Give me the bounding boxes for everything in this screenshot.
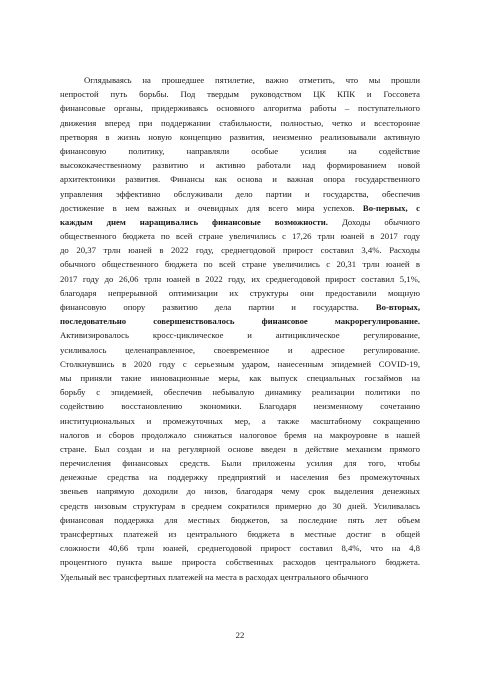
line-text: архитектоники развития. Финансы как основа и важная опора государственного — [60, 174, 420, 185]
line-text: финансовые органы, придерживаясь основного алгоритма работы – поступательного — [60, 103, 420, 114]
text-line — [60, 73, 420, 87]
line-text: общественного бюджета по всей стране увеличились с 17,26 трлн юаней в 2017 году — [60, 231, 420, 242]
text-line — [60, 414, 420, 428]
text-line — [60, 513, 420, 527]
text-line — [60, 257, 420, 271]
line-text: Доходы обычного — [327, 216, 420, 227]
text-line — [60, 371, 420, 385]
line-text: борьбу с эпидемией, обеспечив небывалую динамику реализации политики по — [60, 387, 420, 398]
text-line — [60, 272, 420, 286]
text-line — [60, 555, 420, 569]
line-text: перечисления финансовых средств. Были приложены усилия для того, чтобы — [60, 458, 420, 469]
line-text: мы приняли такие инновационные меры, как выпуск специальных госзаймов на — [60, 372, 420, 383]
line-text: движения вперед при поддержании стабильности, полностью, четко и всесторонне — [60, 117, 420, 128]
text-line — [60, 470, 420, 484]
line-text: финансовая поддержка для местных бюджетов, за последние пять лет объем — [60, 514, 420, 525]
body-paragraph — [60, 73, 420, 584]
line-text: высококачественному развитию и активно работали над формированием новой — [60, 160, 420, 171]
text-line — [60, 484, 420, 498]
page-number: 22 — [235, 630, 245, 640]
text-line — [60, 314, 420, 328]
line-bold-text: каждым днем наращивались финансовые возможности. — [60, 216, 328, 227]
text-line — [60, 541, 420, 555]
text-line — [60, 87, 420, 101]
line-text: финансовую политику, направляли особые усилия на содействие — [60, 145, 420, 156]
line-text: претворяя в жизнь новую концепцию развития, неизменно реализовывали активную — [60, 131, 420, 142]
line-text: до 20,37 трлн юаней в 2022 году, среднегодовой прирост составил 3,4%. Расходы — [60, 245, 420, 256]
text-line — [60, 300, 420, 314]
line-text: средств низовым структурам в среднем сократился примерно до 30 дней. Усиливалась — [60, 500, 420, 511]
text-line — [60, 116, 420, 130]
text-line — [60, 215, 420, 229]
text-line — [60, 130, 420, 144]
line-text: благодаря непрерывной оптимизации их структуры они предоставили мощную — [60, 287, 420, 298]
line-text: непростой путь борьбы. Под твердым руководством ЦК КПК и Госсовета — [60, 89, 420, 100]
text-line — [60, 357, 420, 371]
line-text: Оглядываясь на прошедшее пятилетие, важно отметить, что мы прошли — [84, 75, 420, 85]
line-text: стране. Был создан и на регулярной основе введен в действие механизм прямого — [60, 443, 420, 454]
line-text: содействию восстановлению экономики. Благодаря неизменному сочетанию — [60, 401, 420, 412]
line-bold-text: последовательно совершенствовалось финансовое макрорегулирование. — [60, 316, 420, 327]
text-line — [60, 144, 420, 158]
text-line — [60, 428, 420, 442]
line-text: сложности 40,66 трлн юаней, среднегодовой прирост составил 8,4%, что на 4,8 — [60, 543, 420, 554]
text-line — [60, 328, 420, 342]
line-text: Активизировалось кросс-циклическое и антициклическое регулирование, — [60, 330, 420, 341]
line-text: управления эффективно обслуживали дело партии и государства, обеспечив — [60, 188, 420, 199]
text-line — [60, 158, 420, 172]
line-text: 2017 году до 26,06 трлн юаней в 2022 году, их среднегодовой прирост составил 5,1%, — [60, 273, 420, 284]
line-text: Столкнувшись в 2020 году с серьезным ударом, нанесенным эпидемией COVID-19, — [60, 358, 420, 369]
line-text: трансфертных платежей из центрального бюджета в местные достиг в общей — [60, 529, 420, 539]
text-line — [60, 187, 420, 201]
line-text: звеньев напрямую доходили до низов, благодаря чему срок выделения денежных — [60, 486, 420, 497]
text-line — [60, 442, 420, 456]
line-text: достижение в нем важных и очевидных для всего мира успехов. — [60, 202, 363, 213]
text-line — [60, 456, 420, 470]
line-bold-text: Во-вторых, — [375, 302, 420, 312]
line-text: налогов и сборов продолжало снижаться налоговое бремя на макроуровне в нашей — [60, 429, 420, 440]
line-text: денежные средства на поддержку предприятий и населения без промежуточных — [60, 472, 420, 483]
text-line — [60, 570, 420, 584]
text-line — [60, 172, 420, 186]
line-text: обычного общественного бюджета по всей стране увеличились с 20,31 трлн юаней в — [60, 259, 420, 270]
line-text: институциональных и промежуточных мер, а также масштабному сокращению — [60, 415, 420, 426]
line-text: усиливалось целенаправленное, своевременное и адресное регулирование. — [60, 344, 420, 355]
text-line — [60, 229, 420, 243]
text-line — [60, 343, 420, 357]
text-line — [60, 101, 420, 115]
text-line — [60, 385, 420, 399]
text-line — [60, 243, 420, 257]
line-text: финансовую опору развитию дела партии и государства. — [60, 302, 376, 312]
text-line — [60, 399, 420, 413]
line-text: Удельный вес трансфертных платежей на места в расходах центрального обычного — [60, 571, 369, 582]
text-line — [60, 499, 420, 513]
text-line — [60, 201, 420, 215]
text-line — [60, 286, 420, 300]
line-bold-text: Во-первых, с — [362, 202, 420, 213]
line-text: процентного пункта выше прироста собственных расходов центрального бюджета. — [60, 557, 420, 568]
text-line — [60, 527, 420, 541]
